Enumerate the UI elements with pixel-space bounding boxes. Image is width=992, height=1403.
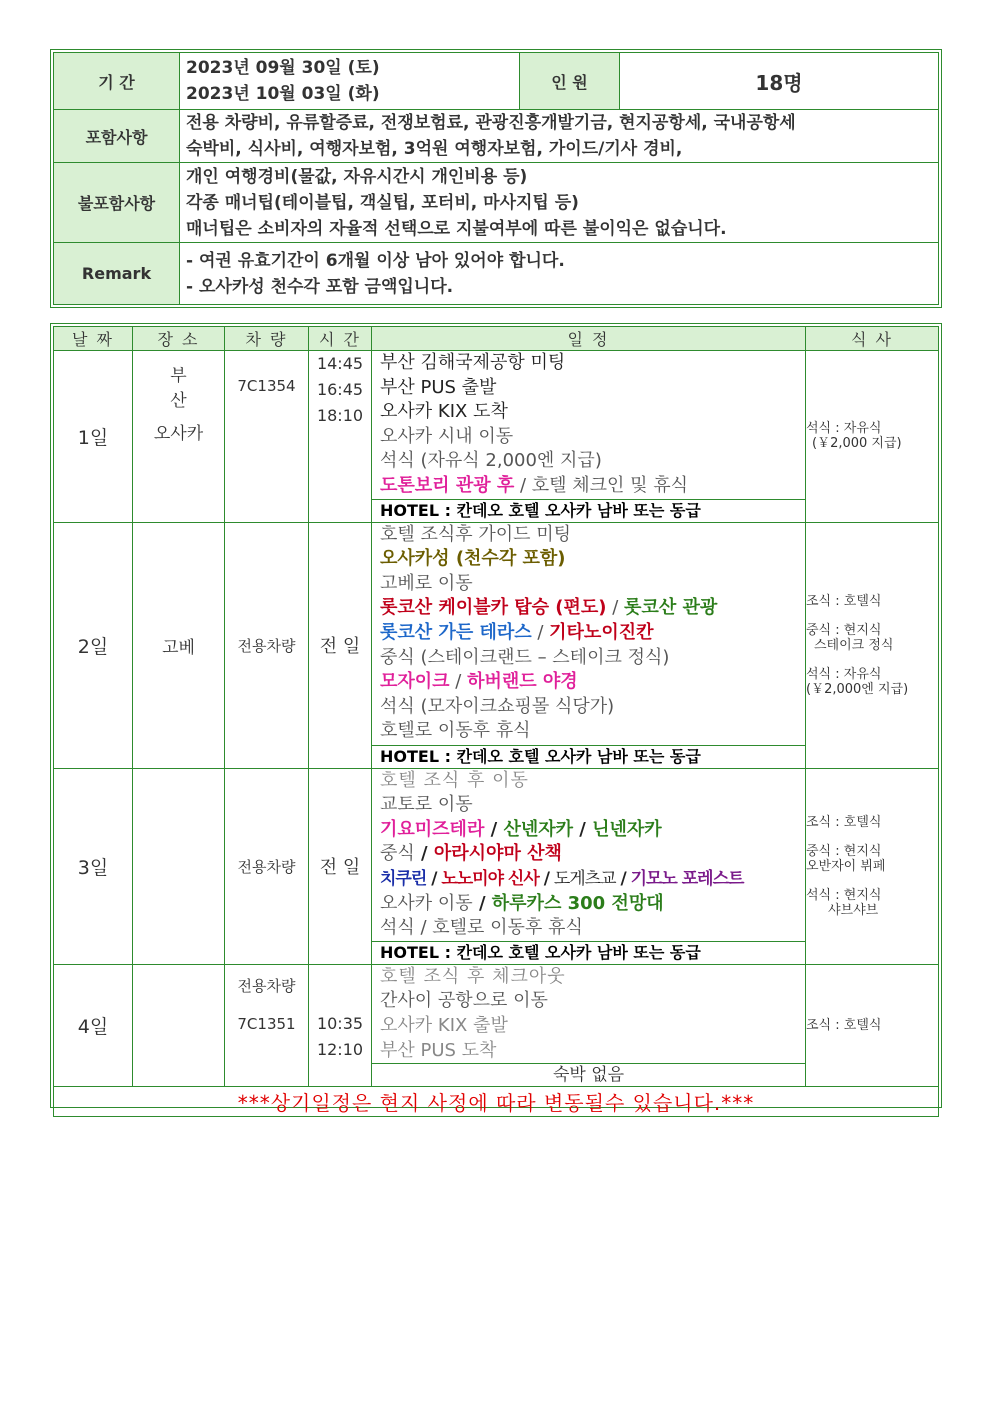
header-time: 시 간 <box>309 327 372 351</box>
itinerary-line: 오사카 KIX 도착 <box>380 401 508 423</box>
day4-time: 12:10 <box>316 1039 364 1059</box>
day3-vehicle: 전용차량 <box>225 768 309 964</box>
day3-hotel: HOTEL : 칸데오 호텔 오사카 남바 또는 동급 <box>372 941 805 964</box>
excluded-line: 각종 매너팁(테이블팁, 객실팁, 포터비, 마사지팁 등) <box>186 192 579 213</box>
itinerary-line: 롯코산 케이블카 탑승 (편도) / 롯코산 관광 <box>380 597 718 619</box>
day1-flight: 7C1354 <box>237 377 296 395</box>
included-line: 숙박비, 식사비, 여행자보험, 3억원 여행자보험, 가이드/기사 경비, <box>186 139 683 159</box>
itinerary-line: 교토로 이동 <box>380 794 473 816</box>
day2-hotel: HOTEL : 칸데오 호텔 오사카 남바 또는 동급 <box>372 745 805 768</box>
day4-times <box>309 964 372 1086</box>
day4-time: 10:35 <box>316 1013 364 1033</box>
day2-vehicle: 전용차량 <box>225 522 309 768</box>
day2-row <box>54 522 939 768</box>
day3-meal <box>806 768 939 964</box>
meal-line: 조식 : 호텔식 <box>806 814 882 830</box>
day1-place <box>133 351 225 523</box>
period-start: 2023년 09월 30일 (토) <box>186 58 380 78</box>
day2-meal <box>806 522 939 768</box>
meal-line: 중식 : 현지식 <box>806 843 882 859</box>
itinerary-line: 석식 (자유식 2,000엔 지급) <box>380 450 602 472</box>
day4-vehicle-type: 전용차량 <box>237 976 296 995</box>
remark-line: - 여권 유효기간이 6개월 이상 남아 있어야 합니다. <box>186 250 565 271</box>
itinerary-line: 부산 PUS 도착 <box>380 1039 497 1061</box>
day2-time: 전 일 <box>309 522 372 768</box>
day4-vehicle <box>225 964 309 1086</box>
excluded-label: 불포함사항 <box>54 163 180 243</box>
meal-line: 석식 : 현지식 <box>806 887 882 903</box>
day2-place: 고베 <box>133 522 225 768</box>
meal-line: 조식 : 호텔식 <box>806 593 882 609</box>
itinerary-line: 석식 / 호텔로 이동후 휴식 <box>380 917 583 939</box>
header-meal: 식 사 <box>806 327 939 351</box>
included-line: 전용 차량비, 유류할증료, 전쟁보험료, 관광진흥개발기금, 현지공항세, 국내공항세 <box>186 113 796 133</box>
itinerary-line: 부산 김해국제공항 미팅 <box>380 352 566 373</box>
summary-table <box>50 49 942 308</box>
day4-place <box>133 964 225 1086</box>
itinerary-line: 석식 (모자이크쇼핑몰 식당가) <box>380 695 615 717</box>
period-value <box>180 53 520 110</box>
itinerary-line: 오사카 이동 / 하루카스 300 전망대 <box>380 892 664 914</box>
day4-label: 4일 <box>54 964 133 1086</box>
footer-notice: ***상기일정은 현지 사정에 따라 변동될수 있습니다.*** <box>54 1087 939 1117</box>
excluded-line: 매너팁은 소비자의 자율적 선택으로 지불여부에 따른 불이익은 없습니다. <box>186 218 727 239</box>
period-end: 2023년 10월 03일 (화) <box>186 84 380 104</box>
excluded-value <box>180 163 939 243</box>
meal-line: 오반자이 뷔페 <box>806 858 886 874</box>
itinerary-line: 호텔 조식후 가이드 미팅 <box>380 523 572 545</box>
header-itinerary: 일 정 <box>372 327 806 351</box>
header-vehicle: 차 량 <box>225 327 309 351</box>
day3-time: 전 일 <box>309 768 372 964</box>
meal-line: (￥2,000엔 지급) <box>806 681 909 697</box>
people-label: 인 원 <box>520 53 620 110</box>
remark-label: Remark <box>54 243 180 305</box>
day3-place <box>133 768 225 964</box>
meal-line: 샤브샤브 <box>828 902 879 918</box>
itinerary-line: 오사카 KIX 출발 <box>380 1014 508 1036</box>
day1-label: 1일 <box>54 351 133 523</box>
itinerary-line: 호텔 조식 후 체크아웃 <box>380 965 566 987</box>
day4-itinerary <box>372 964 806 1086</box>
schedule-table <box>50 323 942 1116</box>
day3-row <box>54 768 939 964</box>
itinerary-line: 롯코산 가든 테라스 / 기타노이진칸 <box>380 621 654 643</box>
footer-row <box>54 1087 939 1117</box>
day3-itinerary <box>372 768 806 964</box>
itinerary-line: 호텔로 이동후 휴식 <box>380 720 531 742</box>
day1-time: 14:45 <box>316 354 364 373</box>
itinerary-line: 오사카 시내 이동 <box>380 425 514 447</box>
day1-row <box>54 351 939 523</box>
itinerary-line: 부산 PUS 출발 <box>380 376 497 398</box>
itinerary-line: 기요미즈테라 / 산넨자카 / 닌넨자카 <box>380 818 662 840</box>
itinerary-line: 중식 / 아라시야마 산책 <box>380 843 562 865</box>
day4-flight: 7C1351 <box>237 1014 296 1033</box>
day1-meal <box>806 351 939 523</box>
itinerary-line: 간사이 공항으로 이동 <box>380 990 548 1012</box>
day4-hotel: 숙박 없음 <box>372 1063 805 1086</box>
day1-time: 18:10 <box>316 406 364 425</box>
remark-value <box>180 243 939 305</box>
meal-line: 석식 : 자유식 <box>806 666 882 682</box>
included-value <box>180 110 939 163</box>
itinerary-line: 중식 (스테이크랜드 – 스테이크 정식) <box>380 646 670 668</box>
itinerary-line: 치쿠린 / 노노미야 신사 / 도게츠교 / 기모노 포레스트 <box>380 868 744 889</box>
meal-line: 중식 : 현지식 <box>806 622 882 638</box>
period-label: 기 간 <box>54 53 180 110</box>
meal-line: 석식 : 자유식 <box>806 421 882 437</box>
itinerary-line: 고베로 이동 <box>380 572 473 594</box>
day4-meal <box>806 964 939 1086</box>
day1-hotel: HOTEL : 칸데오 호텔 오사카 남바 또는 동급 <box>372 499 805 522</box>
itinerary-line: 오사카성 (천수각 포함) <box>380 548 566 570</box>
itinerary-line: 모자이크 / 하버랜드 야경 <box>380 671 578 693</box>
meal-line: (￥2,000 지급) <box>812 436 902 452</box>
day1-times <box>309 351 372 523</box>
day1-time: 16:45 <box>316 380 364 399</box>
meal-line: 스테이크 정식 <box>814 637 894 653</box>
meal-line: 조식 : 호텔식 <box>806 1017 882 1033</box>
day2-label: 2일 <box>54 522 133 768</box>
included-label: 포함사항 <box>54 110 180 163</box>
day1-place-busan: 부 산 <box>170 366 201 411</box>
schedule-header-row <box>54 327 939 351</box>
header-date: 날 짜 <box>54 327 133 351</box>
day3-label: 3일 <box>54 768 133 964</box>
remark-line: - 오사카성 천수각 포함 금액입니다. <box>186 276 454 297</box>
day2-itinerary <box>372 522 806 768</box>
itinerary-line: 도톤보리 관광 후 / 호텔 체크인 및 휴식 <box>380 474 689 496</box>
day4-row <box>54 964 939 1086</box>
day1-place-osaka: 오사카 <box>153 424 204 444</box>
itinerary-line: 호텔 조식 후 이동 <box>380 769 529 791</box>
day1-itinerary <box>372 351 806 523</box>
excluded-line: 개인 여행경비(물값, 자유시간시 개인비용 등) <box>186 166 528 187</box>
people-value: 18명 <box>620 53 939 110</box>
header-place: 장 소 <box>133 327 225 351</box>
day1-vehicle <box>225 351 309 523</box>
